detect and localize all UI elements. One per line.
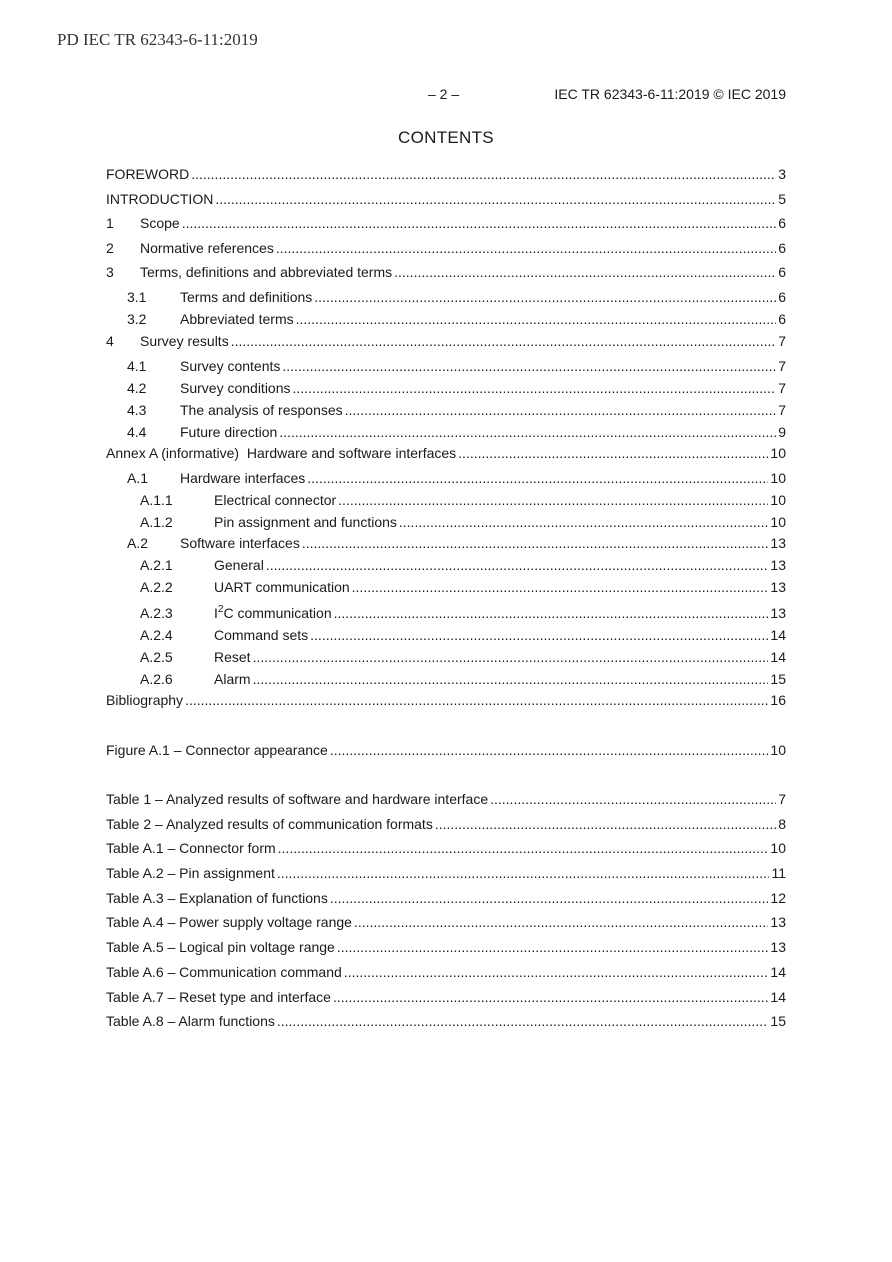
toc-entry-command-sets[interactable] [106, 625, 786, 643]
table-entry[interactable] [106, 962, 786, 980]
toc-entry-label: General [214, 557, 264, 573]
toc-entry-page: 7 [778, 358, 786, 374]
toc-leader-dots [458, 445, 768, 461]
toc-entry-survey-contents[interactable] [106, 356, 786, 374]
toc-entry-survey-results[interactable] [106, 331, 786, 349]
toc-leader-dots [276, 240, 776, 256]
toc-leader-dots [282, 358, 776, 374]
toc-entry-abbreviated-terms[interactable] [106, 309, 786, 327]
table-entry-label: Table A.4 – Power supply voltage range [106, 914, 352, 930]
toc-entry-scope[interactable] [106, 213, 786, 231]
table-entry-page: 11 [771, 865, 786, 881]
toc-entry-number: 4.1 [127, 358, 147, 374]
toc-leader-dots [330, 742, 769, 758]
figure-entry-page: 10 [770, 742, 786, 758]
toc-entry-label: Abbreviated terms [180, 311, 294, 327]
toc-leader-dots [191, 166, 776, 182]
toc-leader-dots [277, 1013, 769, 1029]
table-entry[interactable] [106, 937, 786, 955]
toc-entry-label: Scope [140, 215, 180, 231]
toc-entry-number: A.2.1 [140, 557, 173, 573]
toc-entry-label: Terms and definitions [180, 289, 313, 305]
toc-entry-page: 7 [778, 402, 786, 418]
table-entry[interactable] [106, 1011, 786, 1029]
table-entry-page: 10 [770, 840, 786, 856]
page-header [0, 86, 892, 104]
table-entry-label: Table A.8 – Alarm functions [106, 1013, 275, 1029]
toc-leader-dots [215, 191, 776, 207]
toc-entry-bibliography[interactable] [106, 690, 786, 708]
toc-entry-label: Future direction [180, 424, 278, 440]
table-entry-page: 12 [770, 890, 786, 906]
toc-entry-number: 2 [106, 240, 114, 256]
toc-entry-label: Hardware interfaces [180, 470, 306, 486]
toc-entry-normative-references[interactable] [106, 238, 786, 256]
toc-entry-annex-a[interactable] [106, 443, 786, 461]
table-entry[interactable] [106, 789, 786, 807]
toc-entry-survey-conditions[interactable] [106, 378, 786, 396]
table-entry-label: Table A.1 – Connector form [106, 840, 276, 856]
toc-leader-dots [277, 865, 770, 881]
toc-entry-page: 10 [770, 445, 786, 461]
toc-entry-uart-communication[interactable] [106, 577, 786, 595]
toc-entry-label: Electrical connector [214, 492, 337, 508]
toc-leader-dots [279, 424, 776, 440]
toc-entry-number: A.1.1 [140, 492, 173, 508]
toc-entry-introduction[interactable] [106, 189, 786, 207]
table-entry-label: Table 2 – Analyzed results of communication formats [106, 816, 433, 832]
toc-leader-dots [293, 380, 777, 396]
toc-leader-dots [394, 264, 776, 280]
toc-leader-dots [314, 289, 776, 305]
toc-entry-page: 10 [770, 492, 786, 508]
toc-entry-label: Normative references [140, 240, 274, 256]
table-entry-page: 14 [770, 964, 786, 980]
figure-entry-label: Figure A.1 – Connector appearance [106, 742, 328, 758]
table-entry-page: 13 [770, 914, 786, 930]
table-entry-label: Table A.2 – Pin assignment [106, 865, 275, 881]
toc-entry-page: 10 [770, 514, 786, 530]
i2c-label-superscript: 2 [217, 604, 224, 615]
toc-leader-dots [307, 470, 768, 486]
toc-leader-dots [399, 514, 769, 530]
toc-entry-label: Command sets [214, 627, 309, 643]
toc-leader-dots [231, 333, 777, 349]
toc-entry-label: INTRODUCTION [106, 191, 214, 207]
toc-entry-analysis-responses[interactable] [106, 400, 786, 418]
toc-entry-number: 3 [106, 264, 114, 280]
toc-entry-page: 6 [778, 289, 786, 305]
toc-entry-number: 4.3 [127, 402, 147, 418]
table-entry[interactable] [106, 814, 786, 832]
toc-entry-label: Terms, definitions and abbreviated terms [140, 264, 393, 280]
table-entry-page: 7 [778, 791, 786, 807]
toc-entry-page: 6 [778, 311, 786, 327]
toc-entry-number: 1 [106, 215, 114, 231]
toc-entry-page: 16 [770, 692, 786, 708]
table-entry[interactable] [106, 888, 786, 906]
toc-entry-label: The analysis of responses [180, 402, 343, 418]
toc-entry-label: Survey contents [180, 358, 281, 374]
toc-entry-label: Annex A (informative) Hardware and software interfaces [106, 445, 457, 461]
toc-leader-dots [330, 890, 769, 906]
header-reference: IEC TR 62343-6-11:2019 © IEC 2019 [554, 86, 786, 102]
toc-entry-number: A.2.2 [140, 579, 173, 595]
toc-entry-page: 6 [778, 215, 786, 231]
toc-entry-number: A.1 [127, 470, 149, 486]
toc-entry-page: 10 [770, 470, 786, 486]
toc-entry-terms[interactable] [106, 262, 786, 280]
i2c-label-suffix: C communication [223, 605, 332, 621]
toc-leader-dots [185, 692, 768, 708]
toc-leader-dots [337, 939, 769, 955]
table-entry-page: 8 [778, 816, 786, 832]
toc-entry-label: Bibliography [106, 692, 184, 708]
toc-entry-page: 13 [770, 605, 786, 621]
toc-leader-dots [345, 402, 777, 418]
toc-entry-foreword[interactable] [106, 164, 786, 182]
toc-entry-page: 14 [770, 649, 786, 665]
toc-entry-label: UART communication [214, 579, 350, 595]
toc-entry-page: 14 [770, 627, 786, 643]
table-entry-label: Table A.6 – Communication command [106, 964, 342, 980]
toc-leader-dots [302, 535, 769, 551]
toc-entry-number: A.2 [127, 535, 149, 551]
toc-entry-page: 3 [778, 166, 786, 182]
toc-entry-page: 6 [778, 264, 786, 280]
toc-entry-number: 4.2 [127, 380, 147, 396]
toc-entry-i2c-communication[interactable] [106, 603, 786, 621]
toc-entry-pin-assignment[interactable] [106, 512, 786, 530]
i2c-label-prefix: I [214, 605, 218, 621]
toc-leader-dots [334, 605, 769, 621]
toc-entry-electrical-connector[interactable] [106, 490, 786, 508]
toc-entry-number: A.1.2 [140, 514, 173, 530]
toc-entry-label [214, 605, 332, 621]
table-entry[interactable] [106, 987, 786, 1005]
toc-entry-page: 7 [778, 380, 786, 396]
toc-leader-dots [354, 914, 768, 930]
toc-entry-label: FOREWORD [106, 166, 190, 182]
toc-entry-label: Pin assignment and functions [214, 514, 397, 530]
table-entry[interactable] [106, 863, 786, 881]
toc-entry-number: A.2.5 [140, 649, 173, 665]
toc-leader-dots [333, 989, 768, 1005]
table-entry-label: Table 1 – Analyzed results of software and hardware interface [106, 791, 489, 807]
toc-entry-hardware-interfaces[interactable] [106, 468, 786, 486]
toc-leader-dots [490, 791, 776, 807]
table-entry-page: 15 [770, 1013, 786, 1029]
toc-entry-label: Alarm [214, 671, 251, 687]
toc-leader-dots [296, 311, 777, 327]
toc-entry-page: 6 [778, 240, 786, 256]
toc-entry-page: 13 [770, 535, 786, 551]
toc-entry-number: A.2.3 [140, 605, 173, 621]
toc-entry-future-direction[interactable] [106, 422, 786, 440]
toc-leader-dots [253, 671, 769, 687]
table-entry-label: Table A.7 – Reset type and interface [106, 989, 331, 1005]
toc-leader-dots [278, 840, 769, 856]
toc-entry-page: 9 [778, 424, 786, 440]
toc-entry-number: A.2.4 [140, 627, 173, 643]
table-entry-label: Table A.5 – Logical pin voltage range [106, 939, 335, 955]
toc-entry-number: A.2.6 [140, 671, 173, 687]
toc-entry-label: Reset [214, 649, 251, 665]
toc-leader-dots [344, 964, 769, 980]
toc-entry-number: 4.4 [127, 424, 147, 440]
toc-entry-page: 7 [778, 333, 786, 349]
page-number: – 2 – [428, 86, 460, 102]
table-entry-label: Table A.3 – Explanation of functions [106, 890, 328, 906]
table-entry-page: 14 [770, 989, 786, 1005]
toc-entry-terms-definitions[interactable] [106, 287, 786, 305]
toc-entry-number: 3.2 [127, 311, 147, 327]
table-entry[interactable] [106, 912, 786, 930]
table-entry[interactable] [106, 838, 786, 856]
toc-leader-dots [338, 492, 768, 508]
toc-entry-page: 15 [770, 671, 786, 687]
toc-entry-label: Survey conditions [180, 380, 291, 396]
toc-entry-reset[interactable] [106, 647, 786, 665]
toc-entry-software-interfaces[interactable] [106, 533, 786, 551]
toc-entry-label: Survey results [140, 333, 229, 349]
toc-title: CONTENTS [398, 128, 494, 147]
toc-entry-page: 5 [778, 191, 786, 207]
table-entry-page: 13 [770, 939, 786, 955]
toc-entry-page: 13 [770, 579, 786, 595]
toc-entry-label: Software interfaces [180, 535, 300, 551]
toc-entry-page: 13 [770, 557, 786, 573]
toc-leader-dots [266, 557, 769, 573]
toc-leader-dots [253, 649, 769, 665]
toc-entry-alarm[interactable] [106, 669, 786, 687]
figure-entry[interactable] [106, 740, 786, 758]
document-id: PD IEC TR 62343-6-11:2019 [57, 30, 258, 49]
toc-leader-dots [435, 816, 776, 832]
toc-leader-dots [352, 579, 769, 595]
toc-entry-general[interactable] [106, 555, 786, 573]
toc-leader-dots [310, 627, 768, 643]
toc-entry-number: 3.1 [127, 289, 147, 305]
toc-entry-number: 4 [106, 333, 114, 349]
toc-leader-dots [182, 215, 777, 231]
